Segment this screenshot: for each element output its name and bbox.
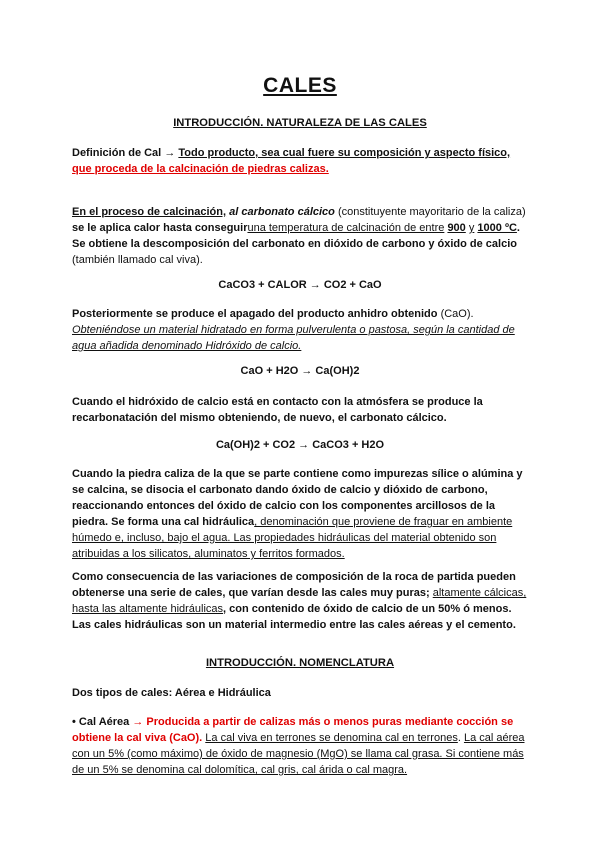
definition-text-red: que proceda de la calcinación de piedras calizas. [72, 163, 329, 175]
section-heading-nomenclatura: INTRODUCCIÓN. NOMENCLATURA [205, 657, 395, 669]
cal-aerea-label: Cal Aérea [78, 716, 130, 728]
equation-calcination: CaCO3 + CALOR → CO2 + CaO [218, 279, 382, 291]
cal-aerea-item [72, 714, 532, 778]
decomposition-text: . Se obtiene la descomposición del carbonato en dióxido de carbono y óxido de calcio [72, 222, 520, 250]
heat-text: se le aplica calor hasta conseguir [72, 222, 248, 234]
calcination-intro: En el proceso de calcinación, [72, 206, 227, 218]
hydraulic-paragraph [72, 466, 532, 562]
terrones-text: La cal viva en terrones se denomina cal en terrones [205, 732, 458, 744]
variations-note: altamente cálcicas, hasta las altamente hidráulicas [72, 587, 527, 615]
cao-note: (CaO). [440, 308, 474, 320]
definition-label: Definición de Cal [72, 147, 162, 159]
page-title: CALES [263, 74, 337, 97]
temp-and: y [468, 222, 475, 234]
section-heading-naturaleza: INTRODUCCIÓN. NATURALEZA DE LAS CALES [173, 117, 427, 129]
calcination-paragraph [72, 204, 532, 268]
temperature-text: una temperatura de calcinación de entre [247, 222, 445, 234]
equation-hydration: CaO + H2O → Ca(OH)2 [240, 365, 360, 377]
constituent-note: (constituyente mayoritario de la caliza) [337, 206, 526, 218]
cal-grasa-text: La cal aérea con un 5% (como máximo) de óxido de magnesio (MgO) se llama cal grasa. Si contiene más de un 5% se denomina cal dolomítica, cal gris, cal árida o cal magra. [72, 732, 525, 776]
recarbonation-text: Cuando el hidróxido de calcio está en contacto con la atmósfera se produce la recarbonatación del mismo obteniendo, de nuevo, el carbonato cálcico. [72, 396, 483, 424]
definition-text: Todo producto, sea cual fuere su composición y aspecto físico, [178, 147, 511, 159]
hydraulic-text: Cuando la piedra caliza de la que se parte contiene como impurezas sílice o alúmina y se calcina, se disocia el carbonato dando óxido de calcio y dióxido de carbono, reaccionando entonces del óxido de calcio con los componentes arcillosos de la piedra. Se forma una cal hidráulica [72, 468, 523, 528]
dot-glyph: . [457, 732, 461, 744]
equation-recarbonation: Ca(OH)2 + CO2 → CaCO3 + H2O [215, 439, 385, 451]
variations-text: Como consecuencia de las variaciones de composición de la roca de partida pueden obtenerse una serie de cales, que varían desde las cales muy puras; [72, 571, 516, 599]
types-subheading [72, 685, 532, 701]
apagado-paragraph [72, 306, 532, 354]
variations-paragraph [72, 569, 532, 633]
arrow-glyph-red: → [132, 716, 144, 728]
temp-900: 900 [447, 222, 466, 234]
bullet-glyph: • [72, 716, 76, 728]
hydroxide-note: Obteniéndose un material hidratado en forma pulverulenta o pastosa, según la cantidad de agua añadida denominado Hidróxido de calcio. [72, 324, 515, 352]
variations-end: , con contenido de óxido de calcio de un 50% ó menos. Las cales hidráulicas son un material intermedio entre las cales aéreas y el cemento. [72, 603, 516, 631]
cal-aerea-red-text: Producida a partir de calizas más o menos puras mediante cocción se obtiene la cal viva (CaO). [72, 716, 514, 744]
hydraulic-note: , denominación que proviene de fraguar en ambiente húmedo e, incluso, bajo el agua. Las propiedades hidráulicas del material obtenido son atribuidas a los silicatos, aluminatos y ferritos formados. [72, 516, 513, 560]
types-text: Dos tipos de cales: Aérea e Hidráulica [72, 687, 271, 699]
apagado-text: Posteriormente se produce el apagado del producto anhidro obtenido [72, 308, 438, 320]
definition-paragraph [72, 145, 532, 177]
carbonato-term: al carbonato cálcico [229, 206, 335, 218]
temp-1000: 1000 ºC [477, 222, 517, 234]
arrow-glyph: → [164, 147, 176, 159]
cal-viva-note: (también llamado cal viva). [72, 254, 203, 266]
recarbonation-paragraph [72, 394, 532, 426]
